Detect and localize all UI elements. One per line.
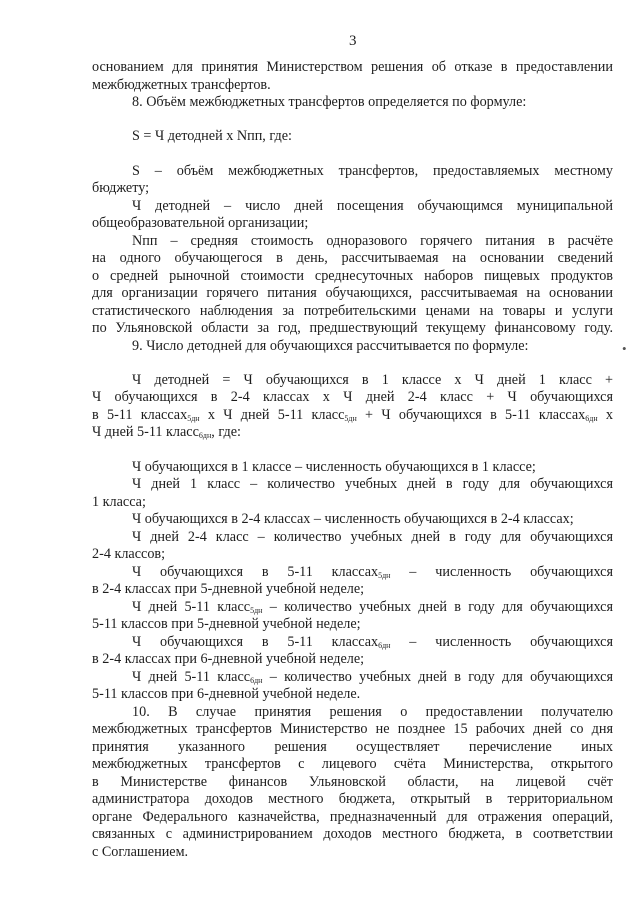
text-line: о средней рыночной стоимости среднесуточных наборов пищевых продуктов [92, 268, 613, 284]
text-line: по Ульяновской области за год, предшествующий текущему финансовому году. [92, 320, 613, 336]
text-line: Ч дней 2-4 класс – количество учебных дней в году для обучающихся [132, 529, 613, 545]
formula-line: Ч дней 5-11 класс$_{6дн}$, где: [92, 424, 241, 440]
text-line: в 2-4 классах при 5-дневной учебной неделе; [92, 581, 365, 597]
formula-line: S = Ч детодней х Nпп, где: [132, 128, 292, 144]
text-line: Ч обучающихся в 1 классе – численность обучающихся в 1 классе; [132, 459, 536, 475]
formula-line: в 5-11 классах$_{5дн}$ х Ч дней 5-11 класс$_{5дн}$ + Ч обучающихся в 5-11 классах$_{6дн}$ х [92, 407, 613, 423]
text-line: органе Федерального казначейства, предназначенный для отражения операций, [92, 809, 613, 825]
text-line: Ч дней 5-11 класс$_{6дн}$ – количество учебных дней в году для обучающихся [132, 669, 613, 685]
text-line: бюджету; [92, 180, 150, 196]
text-line: 9. Число детодней для обучающихся рассчитывается по формуле: [132, 338, 529, 354]
text-line: принятия указанного решения осуществляет перечисление иных [92, 739, 613, 755]
text-line: основанием для принятия Министерством решения об отказе в предоставлении [92, 59, 613, 75]
text-line: общеобразовательной организации; [92, 215, 309, 231]
text-line: Ч дней 1 класс – количество учебных дней в году для обучающихся [132, 476, 613, 492]
text-line: 10. В случае принятия решения о предоставлении получателю [132, 704, 613, 720]
text-line: Ч дней 5-11 класс$_{5дн}$ – количество учебных дней в году для обучающихся [132, 599, 613, 615]
text-line: с Соглашением. [92, 844, 189, 860]
text-line: 2-4 классов; [92, 546, 166, 562]
text-line: 5-11 классов при 6-дневной учебной неделе. [92, 686, 361, 702]
text-line: межбюджетных трансфертов. [92, 77, 271, 93]
text-line: в 2-4 классах при 6-дневной учебной неделе; [92, 651, 365, 667]
text-line: связанных с администрированием доходов местного бюджета, в соответствии [92, 826, 613, 842]
text-line: 5-11 классов при 5-дневной учебной неделе; [92, 616, 361, 632]
text-line: Ч обучающихся в 2-4 классах – численность обучающихся в 2-4 классах; [132, 511, 574, 527]
text-line: Nпп – средняя стоимость одноразового горячего питания в расчёте [132, 233, 613, 249]
text-line: Ч обучающихся в 5-11 классах$_{6дн}$ – численность обучающихся [132, 634, 613, 650]
text-line: на одного обучающегося в день, рассчитываемая на основании сведений [92, 250, 613, 266]
text-line: статистического наблюдения за потребительскими ценами на товары и услуги [92, 303, 613, 319]
text-line: администратора доходов местного бюджета, открытый в территориальном [92, 791, 613, 807]
text-line: Ч обучающихся в 5-11 классах$_{5дн}$ – численность обучающихся [132, 564, 613, 580]
text-line: S – объём межбюджетных трансфертов, предоставляемых местному [132, 163, 613, 179]
text-line: Ч детодней – число дней посещения обучающимся муниципальной [132, 198, 613, 214]
formula-line: Ч обучающихся в 2-4 классах х Ч дней 2-4 класс + Ч обучающихся [92, 389, 613, 405]
text-line: межбюджетных трансфертов с лицевого счёта Министерства, открытого [92, 756, 613, 772]
text-line: 8. Объём межбюджетных трансфертов определяется по формуле: [132, 94, 527, 110]
page-number: 3 [349, 33, 357, 49]
dot-mark: • [622, 341, 627, 356]
text-line: в Министерстве финансов Ульяновской области, на лицевой счёт [92, 774, 613, 790]
text-line: для организации горячего питания обучающихся, рассчитываемая на основании [92, 285, 613, 301]
formula-line: Ч детодней = Ч обучающихся в 1 классе х Ч дней 1 класс + [132, 372, 613, 388]
text-line: межбюджетных трансфертов Министерство не позднее 15 рабочих дней со дня [92, 721, 613, 737]
text-line: 1 класса; [92, 494, 146, 510]
